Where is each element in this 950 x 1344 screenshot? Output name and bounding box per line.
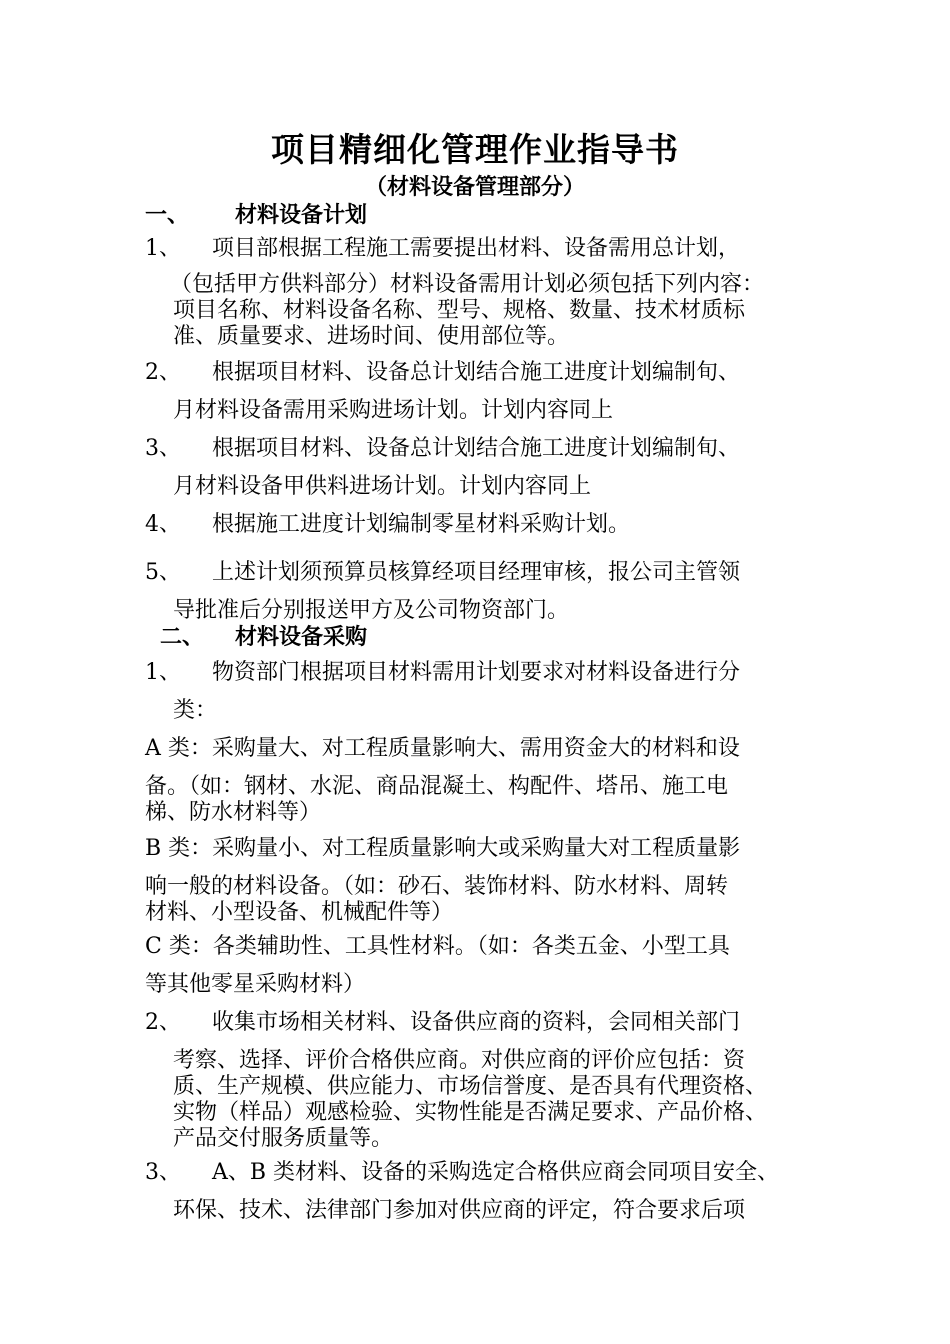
paragraph-line: 根据项目材料、设备总计划结合施工进度计划编制旬、 [212, 360, 741, 385]
paragraph-line: 响一般的材料设备。（如：砂石、装饰材料、防水材料、周转 [145, 874, 729, 899]
item-number: 5、 [145, 560, 181, 585]
section-number: 二、 [160, 624, 205, 650]
paragraph-line: A、B 类材料、设备的采购选定合格供应商会同项目安全、 [212, 1160, 780, 1185]
paragraph-line: 上述计划须预算员核算经项目经理审核，报公司主管领 [212, 560, 741, 585]
item-number: 2、 [145, 1010, 181, 1035]
paragraph-line: 项目部根据工程施工需要提出材料、设备需用总计划， [212, 236, 741, 261]
item-number: 2、 [145, 360, 181, 385]
paragraph-line: 类： [173, 698, 218, 723]
paragraph-line: 环保、技术、法律部门参加对供应商的评定，符合要求后项 [173, 1198, 746, 1223]
paragraph-line: A 类：采购量大、对工程质量影响大、需用资金大的材料和设 [145, 736, 740, 761]
paragraph-line: 产品交付服务质量等。 [173, 1126, 394, 1151]
section-number: 一、 [145, 202, 190, 228]
paragraph-line: （包括甲方供料部分）材料设备需用计划必须包括下列内容： [170, 272, 765, 297]
paragraph-line: 根据施工进度计划编制零星材料采购计划。 [212, 512, 631, 537]
document-subtitle: （材料设备管理部分） [364, 174, 585, 200]
item-number: 3、 [145, 1160, 181, 1185]
paragraph-line: 准、质量要求、进场时间、使用部位等。 [173, 324, 570, 349]
paragraph-line: 备。（如：钢材、水泥、商品混凝土、构配件、塔吊、施工电 [145, 774, 729, 799]
item-number: 3、 [145, 436, 181, 461]
paragraph-line: 月材料设备甲供料进场计划。计划内容同上 [173, 474, 592, 499]
paragraph-line: 物资部门根据项目材料需用计划要求对材料设备进行分 [212, 660, 741, 685]
document-title: 项目精细化管理作业指导书 [271, 130, 679, 169]
paragraph-line: C 类：各类辅助性、工具性材料。（如：各类五金、小型工具 [145, 934, 730, 959]
section-heading: 材料设备计划 [235, 202, 368, 228]
paragraph-line: 梯、防水材料等） [145, 800, 322, 825]
item-number: 4、 [145, 512, 181, 537]
paragraph-line: 项目名称、材料设备名称、型号、规格、数量、技术材质标 [173, 298, 746, 323]
paragraph-line: 考察、选择、评价合格供应商。对供应商的评价应包括：资 [173, 1048, 746, 1073]
item-number: 1、 [145, 236, 181, 261]
paragraph-line: 质、生产规模、供应能力、市场信誉度、是否具有代理资格、 [173, 1074, 768, 1099]
paragraph-line: B 类：采购量小、对工程质量影响大或采购量大对工程质量影 [145, 836, 741, 861]
paragraph-line: 实物（样品）观感检验、实物性能是否满足要求、产品价格、 [173, 1100, 768, 1125]
paragraph-line: 收集市场相关材料、设备供应商的资料，会同相关部门 [212, 1010, 741, 1035]
section-heading: 材料设备采购 [235, 624, 368, 650]
paragraph-line: 材料、小型设备、机械配件等） [145, 900, 454, 925]
paragraph-line: 导批准后分别报送甲方及公司物资部门。 [173, 598, 570, 623]
item-number: 1、 [145, 660, 181, 685]
paragraph-line: 根据项目材料、设备总计划结合施工进度计划编制旬、 [212, 436, 741, 461]
paragraph-line: 月材料设备需用采购进场计划。计划内容同上 [173, 398, 614, 423]
paragraph-line: 等其他零星采购材料） [145, 972, 366, 997]
